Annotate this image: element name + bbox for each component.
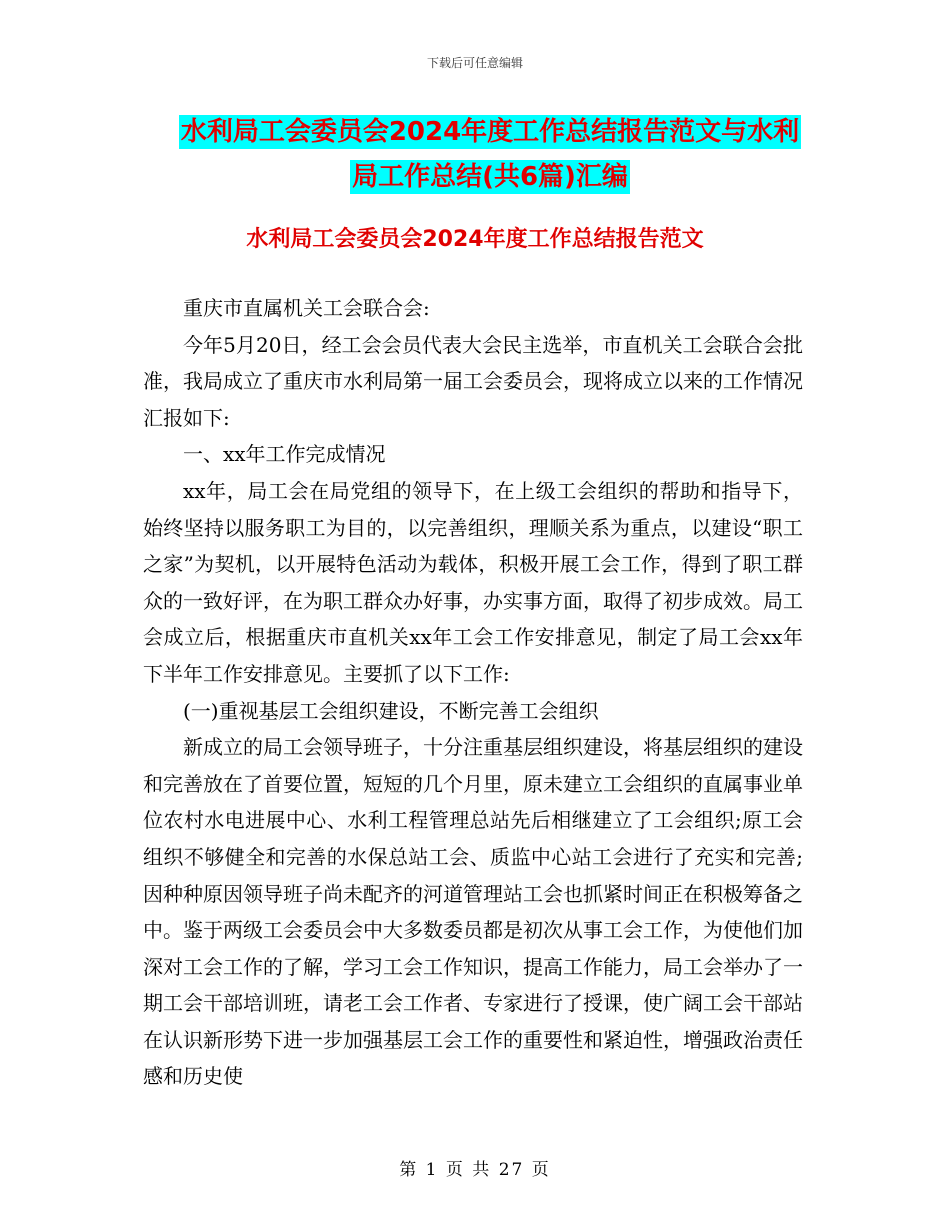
paragraph: 新成立的局工会领导班子，十分注重基层组织建设，将基层组织的建设和完善放在了首要位置，短短的几个月里，原未建立工会组织的直属事业单位农村水电进展中心、水利工程管理总站先后相继建立了工会组织;原工会组织不够健全和完善的水保总站工会、质监中心站工会进行了充实和完善;因种种原因领导班子尚未配齐的河道管理站工会也抓紧时间正在积极筹备之中。鉴于两级工会委员会中大多数委员都是初次从事工会工作，为使他们加深对工会工作的了解，学习工会工作知识，提高工作能力，局工会举办了一期工会干部培训班，请老工会工作者、专家进行了授课，使广阔工会干部站在认识新形势下进一步加强基层工会工作的重要性和紧迫性，增强政治责任感和历史使	[143, 735, 803, 1089]
document-title-line1: 水利局工会委员会2024年度工作总结报告范文与水利	[180, 117, 800, 147]
paragraph: xx年，局工会在局党组的领导下，在上级工会组织的帮助和指导下，始终坚持以服务职工为目的，以完善组织，理顺关系为重点，以建设“职工之家”为契机，以开展特色活动为载体，积极开展工会工作，得到了职工群众的一致好评，在为职工群众办好事，办实事方面，取得了初步成效。局工会成立后，根据重庆市直机关xx年工会工作安排意见，制定了局工会xx年下半年工作安排意见。主要抓了以下工作:	[143, 478, 803, 686]
document-title-line2: 局工作总结(共6篇)汇编	[352, 162, 628, 192]
paragraph-salutation: 重庆市直属机关工会联合会:	[183, 296, 430, 320]
paragraph: 今年5月20日，经工会会员代表大会民主选举，市直机关工会联合会批准，我局成立了重庆市水利局第一届工会委员会，现将成立以来的工作情况汇报如下:	[143, 332, 803, 430]
paragraph-heading: 一、xx年工作完成情况	[183, 442, 386, 467]
page-header: 下载后可任意编辑	[426, 56, 523, 70]
document-title	[150, 110, 830, 200]
paragraph-heading: (一)重视基层工会组织建设，不断完善工会组织	[183, 698, 599, 723]
page-footer: 第 1 页 共 27 页	[399, 1160, 551, 1180]
section-title: 水利局工会委员会2024年度工作总结报告范文	[246, 227, 704, 252]
document-body	[143, 290, 803, 1095]
